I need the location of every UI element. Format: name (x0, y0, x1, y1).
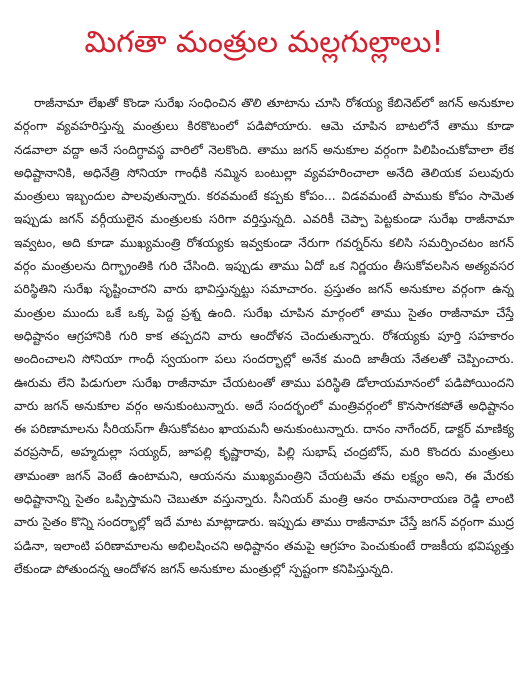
headline-area (12, 6, 516, 78)
headline: మిగతా మంత్రుల మల్లగుల్లాలు! (84, 24, 444, 60)
article (14, 92, 514, 686)
article-body: రాజీనామా లేఖతో కొండా సురేఖ సంధించిన తొలి తూటాను చూసి రోశయ్య కేబినెట్‌లో జగన్ అనుకూల వర్గంగా వ్యవహరిస్తున్న మంత్రులు కిరకొటంలో పడిపోయారు. ఆమె చూపిన బాటలోనే తాము కూడా నడవాలా వద్దా అనే సందిగ్ధావస్థ వారిలో నెలకొంది. తాము జగన్ అనుకూల వర్గంగా పిలిపించుకోవాలా లేక అధిష్టానానికి, అధినేత్రి సోనియా గాంధీకి నమ్మిన బంటుల్లా వ్యవహరించాలా అనేది తెలియక పలువురు మంత్రులు ఇబ్బందుల పాలవుతున్నారు. కరవమంటే కప్పకు కోపం... విడవమంటే పాముకు కోపం సామెత ఇప్పుడు జగన్ వర్గీయులైన మంత్రులకు సరిగా వర్తిస్తున్నది. ఎవరికీ చెప్పా పెట్టకుండా సురేఖ రాజీనామా ఇవ్వటం, అది కూడా ముఖ్యమంత్రి రోశయ్యకు ఇవ్వకుండా నేరుగా గవర్నర్‌ను కలిసి సమర్పించటం జగన్ వర్గం మంత్రులను దిగ్భ్రాంతికి గురి చేసింది. ఇప్పుడు తాము ఏదో ఒక నిర్ణయం తీసుకోవలసిన అత్యవసర పరిస్థితిని సురేఖ సృష్టించారని వారు భావిస్తున్నట్టు సమాచారం. ప్రస్తుతం జగన్ అనుకూల వర్గంగా ఉన్న మంత్రుల ముందు ఒకే ఒక్క పెద్ద ప్రశ్న ఉంది. సురేఖ చూపిన మార్గంలో తాము సైతం రాజీనామా చేస్తే అధిష్టానం ఆగ్రహానికి గురి కాక తప్పదని వారు ఆందోళన చెందుతున్నారు. రోశయ్యకు పూర్తి సహకారం అందించాలని సోనియా గాంధీ స్వయంగా పలు సందర్భాల్లో అనేక మంది జాతీయ నేతలతో చెప్పించారు. ఊరుమ లేని పిడుగులా సురేఖ రాజీనామా చేయటంతో తాము పరిస్థితి డోలాయమానంలో పడిపోయిందని వారు జగన్ అనుకూల వర్గం అనుకుంటున్నారు. అదే సందర్భంలో మంత్రివర్గంలో కొనసాగకపోతే అధిష్టానం ఈ పరిణామాలను సీరియస్‌గా తీసుకోవటం ఖాయమనీ అనుకుంటున్నారు. దానం నాగేందర్, డాక్టర్ మాణిక్య వరప్రసాద్, అహ్మదుల్లా సయ్యద్, జూపల్లి కృష్ణారావు, పిల్లి సుభాష్ చంద్రబోస్, మరి కొందరు మంత్రులు తామంతా జగన్ వెంటే ఉంటామని, ఆయనను ముఖ్యమంత్రిని చేయటమే తమ లక్ష్యం అని, ఈ మేరకు అధిష్టానాన్ని సైతం ఒప్పిస్తామని చెబుతూ వస్తున్నారు. సీనియర్ మంత్రి ఆనం రామనారాయణ రెడ్డి లాంటి వారు సైతం కొన్ని సందర్భాల్లో ఇదే మాట మాట్లాడారు. ఇప్పుడు తాము రాజీనామా చేస్తే జగన్ వర్గంగా ముద్ర పడినా, ఇలాంటి పరిణామాలను అభిలషించని అధిష్టానం తమపై ఆగ్రహం పెంచుకుంటే రాజకీయ భవిష్యత్తు లేకుండా పోతుందన్న ఆందోళన జగన్ అనుకూల మంత్రుల్లో స్పష్టంగా కనిపిస్తున్నది. (14, 96, 514, 576)
